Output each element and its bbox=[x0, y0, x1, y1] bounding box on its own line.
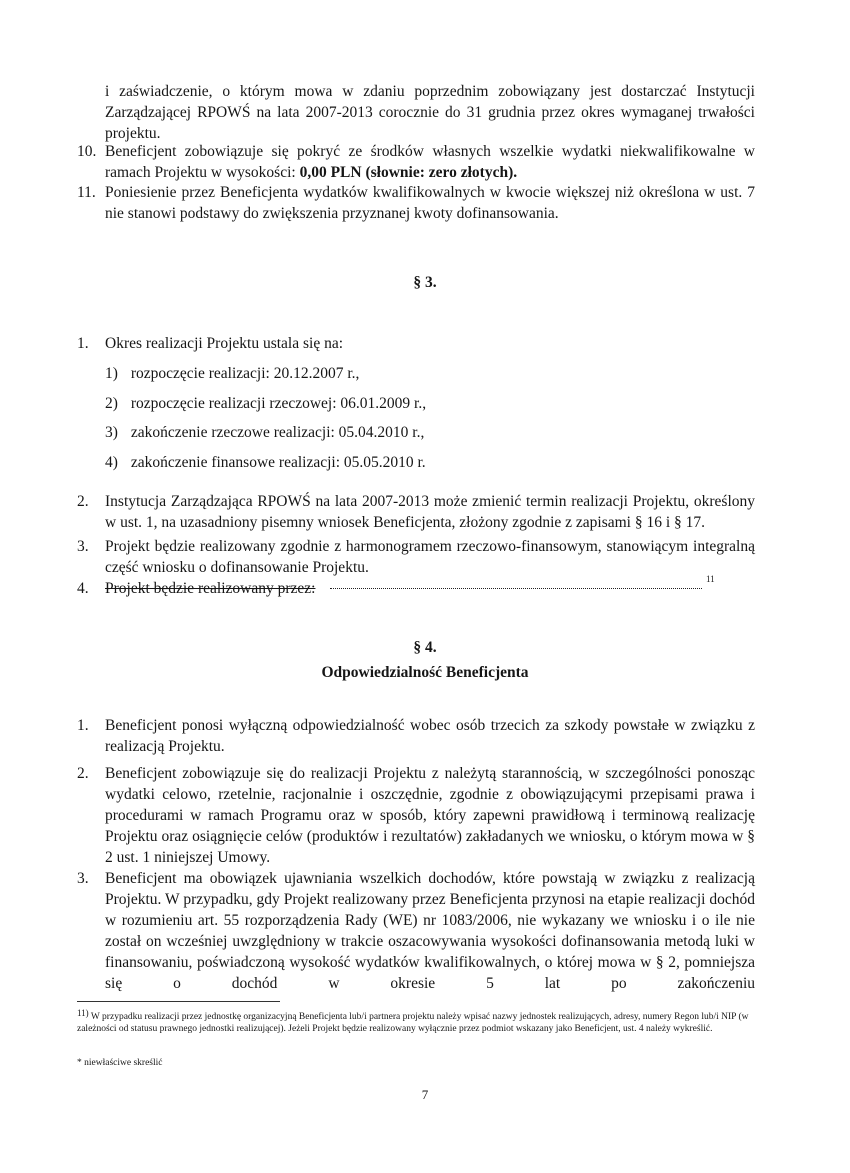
sub-item bbox=[105, 452, 426, 473]
section-3-item-1: Okres realizacji Projektu ustala się na: bbox=[105, 335, 344, 352]
item-number: 4. bbox=[77, 580, 89, 597]
sub-item-text: rozpoczęcie realizacji: 20.12.2007 r., bbox=[130, 365, 360, 382]
sub-item-number: 2) bbox=[105, 395, 118, 412]
section-4-heading: § 4. bbox=[413, 639, 437, 656]
sub-item-text: zakończenie finansowe realizacji: 05.05.2010 r. bbox=[130, 454, 426, 471]
sub-item-number: 3) bbox=[105, 424, 118, 441]
section-3-item-3: Projekt będzie realizowany zgodnie z harmonogramem rzeczowo-finansowym, stanowiącym integralną część wniosku o dofinansowanie Projektu. bbox=[105, 538, 755, 576]
item-10-amount: 0,00 PLN (słownie: zero złotych). bbox=[299, 164, 518, 181]
footnote-11 bbox=[77, 1008, 757, 1035]
item-11-paragraph: Poniesienie przez Beneficjenta wydatków kwalifikowalnych w kwocie większej niż określona w ust. 7 nie stanowi podstawy do zwiększenia przyznanej kwoty dofinansowania. bbox=[105, 184, 755, 222]
footnote-separator bbox=[77, 1001, 280, 1002]
item-number: 1. bbox=[77, 335, 89, 352]
section-4-title: Odpowiedzialność Beneficjenta bbox=[321, 664, 529, 681]
sub-item-number: 4) bbox=[105, 454, 118, 471]
sub-item bbox=[105, 363, 359, 384]
section-4-item-3: Beneficjent ma obowiązek ujawniania wszelkich dochodów, które powstają w związku z realizacją Projektu. W przypadku, gdy Projekt realizowany przez Beneficjenta przynosi na etapie realizacji dochód w rozumieniu art. 55 rozporządzenia Rady (WE) nr 1083/2006, nie wykazany we wniosku i o ile nie został on wcześniej uwzględniony w trakcie oszacowywania wysokości dofinansowania metodą luki w finansowaniu, poświadczoną wysokość wydatków kwalifikowalnych, o której mowa w § 2, pomniejsza się o dochód w okresie 5 lat po zakończeniu bbox=[105, 870, 755, 992]
section-3-heading: § 3. bbox=[413, 274, 437, 291]
sub-item bbox=[105, 393, 426, 414]
item-number: 3. bbox=[77, 870, 89, 887]
section-4-item-2: Beneficjent zobowiązuje się do realizacji Projektu z należytą starannością, w szczególności ponosząc wydatki celowo, rzetelnie, racjonalnie i oszczędnie, zgodnie z obowiązującymi przepisami prawa i procedurami w ramach Programu oraz w sposób, który zapewni prawidłową i terminową realizację Projektu oraz osiągnięcie celów (produktów i rezultatów) zakładanych we wniosku, o którym mowa w § 2 ust. 1 niniejszej Umowy. bbox=[105, 765, 755, 866]
item-number: 2. bbox=[77, 493, 89, 510]
sub-item bbox=[105, 422, 424, 443]
continuation-paragraph: i zaświadczenie, o którym mowa w zdaniu poprzednim zobowiązany jest dostarczać Instytucji Zarządzającej RPOWŚ na lata 2007-2013 corocznie do 31 grudnia przez okres wymaganej trwałości projektu. bbox=[105, 83, 755, 142]
footnote-note: * niewłaściwe skreślić bbox=[77, 1058, 163, 1068]
footnote-marker: 11) bbox=[77, 1008, 89, 1018]
item-10-paragraph bbox=[105, 141, 755, 183]
item-number: 1. bbox=[77, 717, 89, 734]
item-number: 10. bbox=[77, 143, 97, 160]
sub-item-text: rozpoczęcie realizacji rzeczowej: 06.01.2009 r., bbox=[130, 395, 427, 412]
section-4-item-1: Beneficjent ponosi wyłączną odpowiedzialność wobec osób trzecich za szkody powstałe w związku z realizacją Projektu. bbox=[105, 717, 755, 755]
dotted-fill-line bbox=[330, 587, 702, 589]
section-3-item-4-struck: Projekt będzie realizowany przez: bbox=[105, 580, 316, 597]
footnote-text: W przypadku realizacji przez jednostkę organizacyjną Beneficjenta lub/i partnera projektu należy wpisać nazwy jednostek realizujących, adresy, numery Regon lub/i NIP (w zależności od statusu prawnego jednostki realizującej). Jeżeli Projekt będzie realizowany wyłącznie przez podmiot wskazany jako Beneficjent, ust. 4 należy wykreślić. bbox=[77, 1012, 749, 1034]
item-number: 3. bbox=[77, 538, 89, 555]
footnote-reference: 11 bbox=[706, 574, 715, 584]
item-number: 2. bbox=[77, 765, 89, 782]
section-3-item-2: Instytucja Zarządzająca RPOWŚ na lata 2007-2013 może zmienić termin realizacji Projektu, określony w ust. 1, na uzasadniony pisemny wniosek Beneficjenta, złożony zgodnie z zapisami § 16 i § 17. bbox=[105, 493, 755, 531]
item-number: 11. bbox=[77, 184, 96, 201]
page-number: 7 bbox=[421, 1087, 429, 1102]
item-10-text: Beneficjent zobowiązuje się pokryć ze środków własnych wszelkie wydatki niekwalifikowalne w ramach Projektu w wysokości: bbox=[105, 143, 755, 181]
sub-item-text: zakończenie rzeczowe realizacji: 05.04.2010 r., bbox=[130, 424, 425, 441]
sub-item-number: 1) bbox=[105, 365, 118, 382]
